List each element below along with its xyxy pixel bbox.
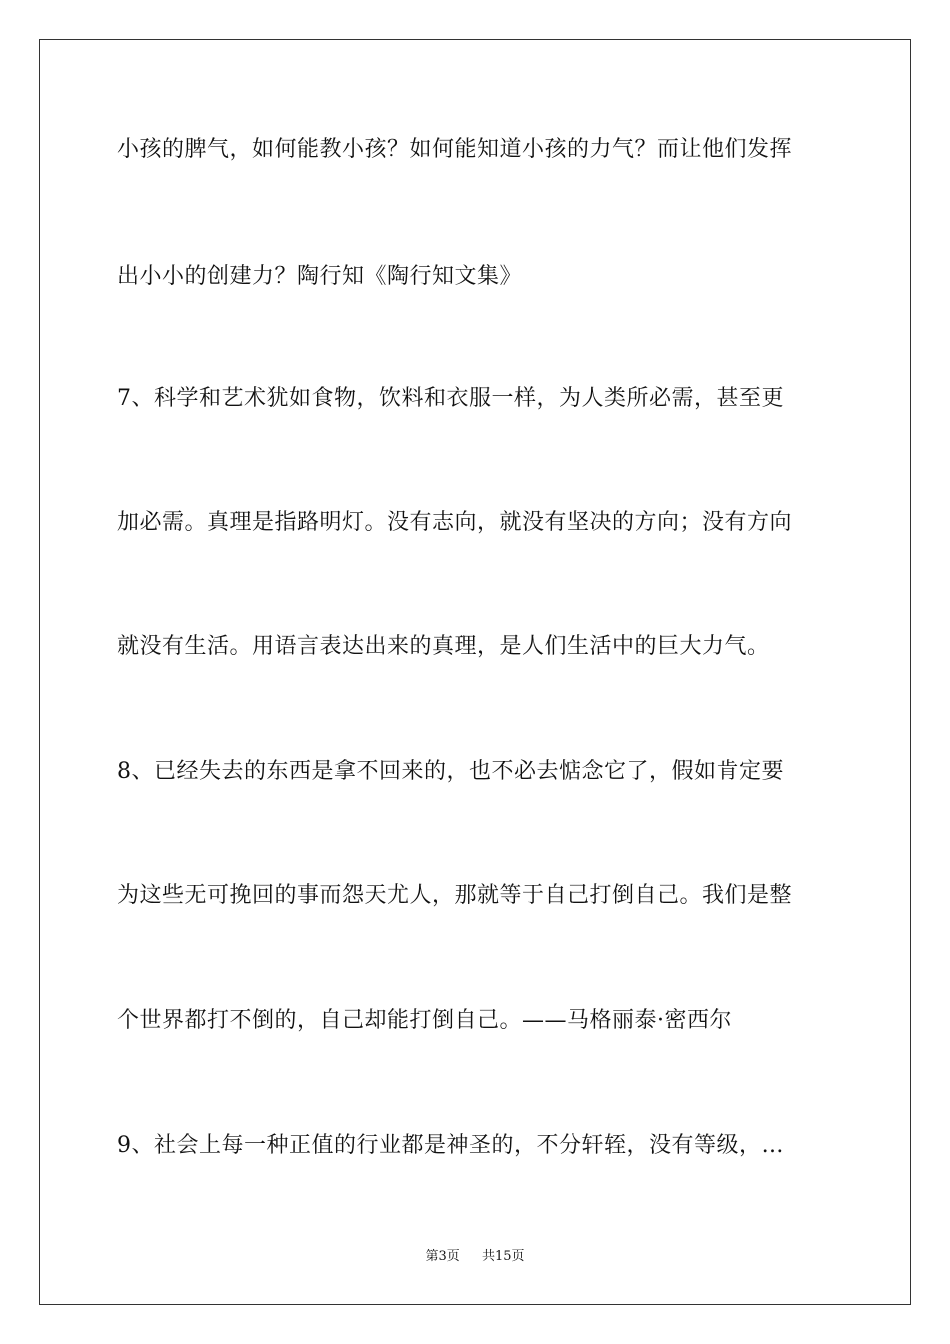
text-line-6: 8、已经失去的东西是拿不回来的，也不必去惦念它了，假如肯定要 xyxy=(117,759,784,784)
page-total: 共15页 xyxy=(481,1249,525,1264)
text-line-7: 为这些无可挽回的事而怨天尤人，那就等于自己打倒自己。我们是整 xyxy=(117,883,793,908)
text-line-2: 出小小的创建力？陶行知《陶行知文集》 xyxy=(117,264,523,289)
page-border xyxy=(39,39,911,1305)
text-line-8: 个世界都打不倒的，自己却能打倒自己。——马格丽泰·密西尔 xyxy=(117,1008,732,1033)
text-line-4: 加必需。真理是指路明灯。没有志向，就没有坚决的方向；没有方向 xyxy=(117,510,793,535)
page-number: 第3页 xyxy=(425,1249,460,1264)
page-footer xyxy=(0,1248,950,1266)
text-line-1: 小孩的脾气，如何能教小孩？如何能知道小孩的力气？而让他们发挥 xyxy=(117,137,793,162)
text-line-3: 7、科学和艺术犹如食物，饮料和衣服一样，为人类所必需，甚至更 xyxy=(117,386,784,411)
text-line-9: 9、社会上每一种正值的行业都是神圣的，不分轩轾，没有等级，… xyxy=(117,1133,784,1158)
text-line-5: 就没有生活。用语言表达出来的真理，是人们生活中的巨大力气。 xyxy=(117,634,770,659)
